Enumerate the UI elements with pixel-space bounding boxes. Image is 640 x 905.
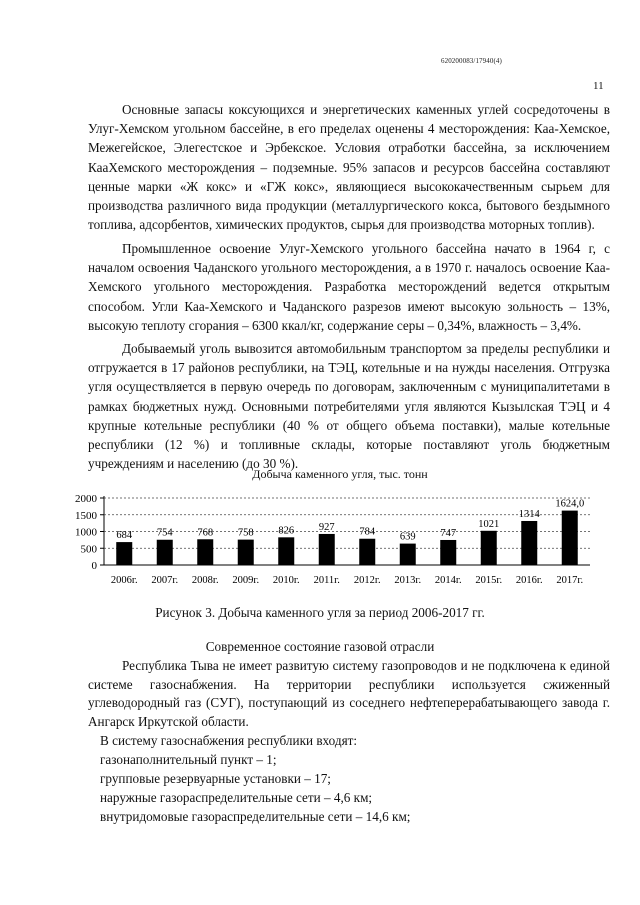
figure-caption: Рисунок 3. Добыча каменного угля за период 2006-2017 гг.: [155, 605, 485, 620]
x-tick-label: 2007г.: [151, 575, 179, 586]
chart-bar: [521, 521, 537, 565]
chart-bar: [359, 539, 375, 565]
x-tick-label: 2011г.: [313, 575, 340, 586]
x-tick-label: 2017г.: [556, 575, 584, 586]
chart-bar: [238, 540, 254, 565]
x-tick-label: 2010г.: [272, 575, 300, 586]
bar-data-label: 754: [156, 527, 173, 539]
page-number: 11: [593, 80, 604, 92]
chart-bar: [562, 511, 578, 565]
chart-title: Добыча каменного угля, тыс. тонн: [252, 467, 428, 481]
bar-data-label: 684: [116, 530, 133, 542]
y-tick-label: 1500: [75, 509, 97, 522]
chart-bar: [481, 531, 497, 565]
bar-data-label: 639: [399, 531, 416, 543]
bar-data-label: 758: [237, 527, 254, 539]
paragraph-coal-development: Промышленное освоение Улуг-Хемского угольного бассейна начато в 1964 г, с началом освоения Чаданского угольного месторождения, а в 1970 г. началось освоение Каа-Хемского угольного месторождения. Разработка месторождений ведется открытым способом. Угли Каа-Хемского и Чаданского разрезов имеют высокую зольность – 13%, высокую теплоту сгорания – 6300 ккал/кг, содержание серы – 0,34%, влажность – 3,4%.: [88, 241, 610, 333]
list-item-reservoir-units: групповые резервуарные установки – 17;: [100, 771, 331, 786]
bar-data-label: 1314: [518, 508, 540, 520]
bar-data-label: 784: [359, 526, 376, 538]
bar-data-label: 826: [278, 525, 295, 537]
x-tick-label: 2016г.: [515, 575, 543, 586]
paragraph-gas-system: Республика Тыва не имеет развитую систему газопроводов и не подключена к единой системе газоснабжения. На территории республики используется сжиженный углеводородный газ (СУГ), поступающий из соседнего нефтеперерабатывающего завода г. Ангарск Иркутской области.: [88, 658, 610, 729]
x-tick-label: 2015г.: [475, 575, 503, 586]
y-tick-label: 0: [91, 560, 97, 572]
chart-bar: [157, 540, 173, 565]
y-tick-label: 500: [80, 543, 97, 556]
x-tick-label: 2009г.: [232, 575, 260, 586]
chart-bar: [116, 542, 132, 565]
bar-data-label: 1021: [478, 518, 500, 530]
bar-data-label: 1624,0: [555, 498, 585, 510]
chart-bar: [440, 540, 456, 565]
list-item-external-networks: наружные газораспределительные сети – 4,6 км;: [100, 790, 373, 805]
x-tick-label: 2013г.: [394, 575, 422, 586]
x-tick-label: 2014г.: [434, 575, 462, 586]
list-item-internal-networks: внутридомовые газораспределительные сети – 14,6 км;: [100, 809, 411, 824]
x-tick-label: 2008г.: [191, 575, 219, 586]
bar-data-label: 768: [197, 527, 214, 539]
bar-data-label: 927: [318, 521, 335, 533]
y-tick-label: 1000: [75, 526, 97, 539]
chart-bar: [278, 537, 294, 565]
x-tick-label: 2006г.: [110, 575, 138, 586]
list-item-gas-station: газонаполнительный пункт – 1;: [100, 752, 277, 767]
list-intro: В систему газоснабжения республики входят:: [100, 733, 358, 748]
chart-bar: [319, 534, 335, 565]
section-heading: Современное состояние газовой отрасли: [205, 639, 435, 654]
paragraph-coal-transport: Добываемый уголь вывозится автомобильным транспортом за пределы республики и отгружается в 17 районов республики, на ТЭЦ, котельные и на нужды населения. Отгрузка угля осуществляется в первую очередь по договорам, заключенным с муниципалитетами в рамках бюджетных нужд. Основными потребителями угля являются Кызылская ТЭЦ и 4 крупные котельные республики (40 % от общего объема поставки), малые котельные республики (12 %) и топливные склады, которые поставляют уголь бюджетным учреждениям и населению (до 30 %).: [88, 341, 610, 472]
chart-bar: [197, 539, 213, 565]
x-tick-label: 2012г.: [353, 575, 381, 586]
y-tick-label: 2000: [75, 493, 97, 505]
coal-production-chart: [60, 484, 600, 590]
document-id: 620200083/17940(4): [441, 57, 502, 65]
paragraph-coal-reserves: Основные запасы коксующихся и энергетических каменных углей сосредоточены в Улуг-Хемском угольном бассейне, в его пределах оценены 4 месторождения: Каа-Хемское, Межегейское, Элегестское и Эрбекское. Условия отработки бассейна, за исключением КааХемского месторождения – подземные. 95% запасов и ресурсов бассейна составляют ценные марки «Ж кокс» и «ГЖ кокс», являющиеся высококачественным сырьем для производства различного вида продукции (металлургического кокса, бытового бездымного топлива, адсорбентов, химических продуктов, сырья для производства моторных топлив).: [88, 102, 610, 233]
bar-data-label: 747: [440, 527, 457, 539]
chart-bar: [400, 544, 416, 565]
